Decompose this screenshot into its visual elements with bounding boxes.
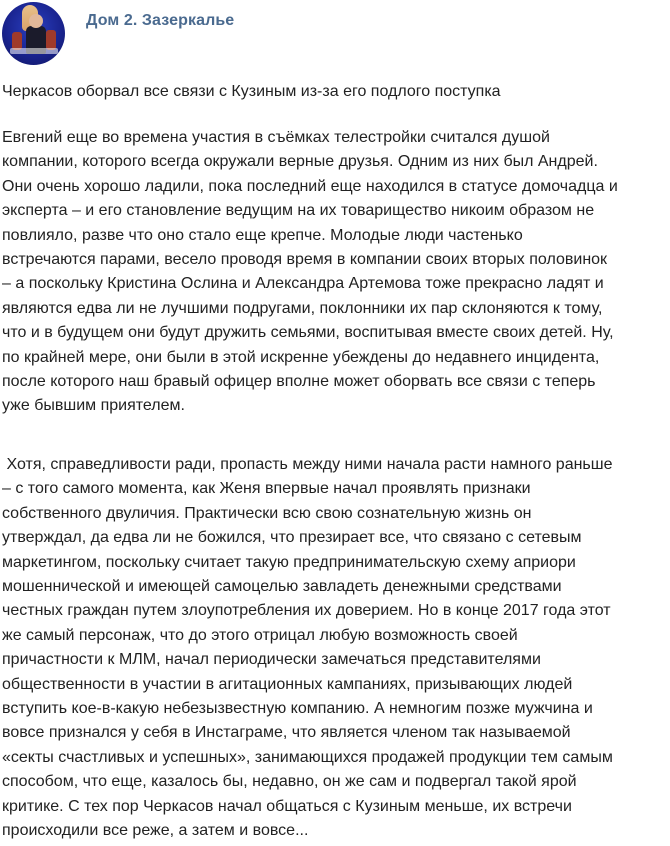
- post-header: [0, 0, 670, 70]
- channel-avatar-icon[interactable]: [2, 2, 65, 65]
- post-title: Черкасов оборвал все связи с Кузиным из-за его подлого поступка: [2, 83, 501, 100]
- avatar-figure-man-head: [29, 14, 43, 28]
- avatar-chair-right: [46, 30, 56, 50]
- article-paragraph-1: Евгений еще во времена участия в съёмках телестройки считался душой компании, которого всегда окружали верные друзья. Одним из них был Андрей. Они очень хорошо ладили, пока последний еще находился в статусе домочадца и эксперта – и его становление ведущим на их товарищество никоим образом не повлияло, разве что оно стало еще крепче. Молодые люди частенько встречаются парами, весело проводя время в компании своих вторых половинок – а поскольку Кристина Ослина и Александра Артемова тоже прекрасно ладят и являются едва ли не лучшими подругами, поклонники их пар склоняются к тому, что и в будущем они будут дружить семьями, воспитывая вместе своих детей. Ну, по крайней мере, они были в этой искренне убеждены до недавнего инцидента, после которого наш бравый офицер вполне может оборвать все связи с теперь уже бывшим приятелем.: [2, 129, 618, 415]
- channel-name-link[interactable]: Дом 2. Зазеркалье: [86, 12, 235, 29]
- article-paragraph-2: Хотя, справедливости ради, пропасть между ними начала расти намного раньше – с того самого момента, как Женя впервые начал проявлять признаки собственного двуличия. Практически всю свою сознательную жизнь он утверждал, да едва ли не божился, что презирает все, что связано с сетевым маркетингом, поскольку считает такую предпринимательскую схему априори мошеннической и имеющей самоцелью завладеть денежными средствами честных граждан путем злоупотребления их доверием. Но в конце 2017 года этот же самый персонаж, что до этого отрицал любую возможность своей причастности к МЛМ, начал периодически замечаться представителями общественности в участии в агитационных кампаниях, призывающих людей вступить кое-в-какую небезызвестную компанию. А немногим позже мужчина и вовсе признался у себя в Инстаграме, что является членом так называемой «секты счастливых и успешных», занимающихся продажей продукции тем самым способом, что еще, казалось бы, недавно, он же сам и подвергал такой ярой критике. С тех пор Черкасов начал общаться с Кузиным меньше, их встречи происходили все реже, а затем и вовсе...: [2, 456, 613, 840]
- avatar-caption: [10, 48, 58, 54]
